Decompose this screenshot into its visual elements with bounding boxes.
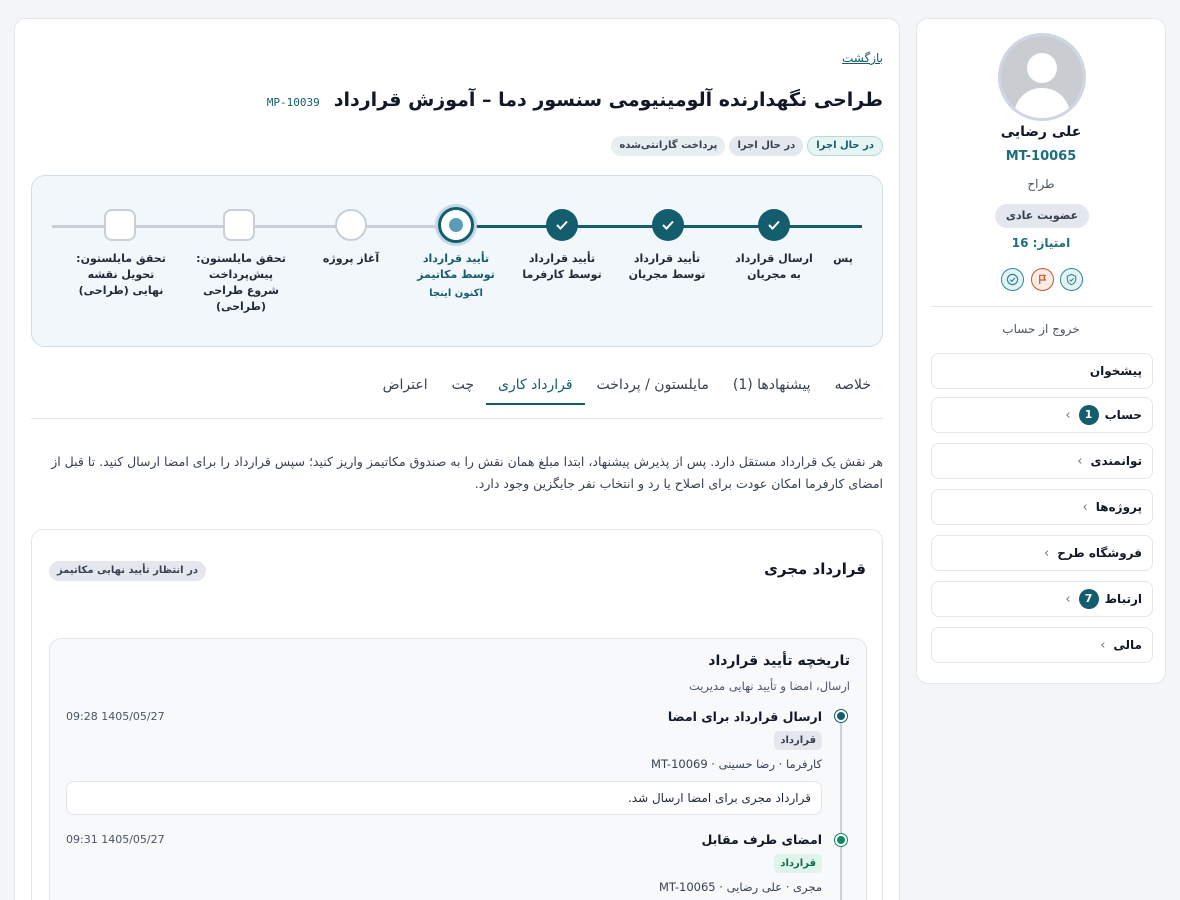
membership-badge: عضویت عادی [995,204,1089,228]
history-subtitle: ارسال، امضا و تأیید نهایی مدیریت [688,679,850,693]
achievement-badges [1001,268,1083,292]
step-pending-icon [335,209,367,241]
chevron-left-icon: › [1100,637,1106,653]
timeline-dot [835,834,847,846]
notification-count: 7 [1079,589,1099,609]
sidebar-item-label: مالی [1113,638,1142,652]
history-title: تاریخچه تأیید قرارداد [708,653,850,669]
event-title: ارسال قرارداد برای امضا [667,709,822,724]
event-time: 09:28 1405/05/27 [66,710,165,723]
tab-proposals[interactable]: پیشنهادها (1) [732,377,811,393]
event-title: امضای طرف مقابل [701,832,822,847]
shield-badge-icon[interactable] [1060,268,1083,291]
step-label: تحقق مایلستون: تحویل نقشه نهایی (طراحی) [76,252,166,297]
avatar-placeholder-icon [1001,36,1083,118]
step-done-icon [758,209,790,241]
sidebar-item-label: فروشگاه طرح [1057,546,1142,560]
step-label: تأیید قرارداد توسط کارفرما [522,252,602,281]
user-score: امتیاز: 16 [1011,236,1071,250]
progress-stepper [31,175,883,347]
contract-description: هر نقش یک قرارداد مستقل دارد. پس از پذیرش پیشنهاد، ابتدا مبلغ همان نقش را به صندوق مکاتیمز واریز کنید؛ سپس قرارداد را برای امضا ارسال کنید. تا قبل از امضای کارفرما امکان عودت برای اصلاح یا رد و انتخاب نفر جایگزین وجود دارد. [51,454,883,491]
status-tags [611,136,883,156]
step-label: تأیید قرارداد توسط مجریان [628,252,706,281]
step-label: تحقق مایلستون: پیش‌پرداخت شروع طراحی (طراحی) [196,252,286,313]
sidebar-item-label: پروژه‌ها [1095,500,1142,514]
step-current-icon [438,207,474,243]
sidebar [916,18,1166,684]
sidebar-item-capability[interactable] [931,443,1153,479]
sidebar-item-label: ارتباط [1104,592,1142,606]
step-label-current: تأیید قرارداد توسط مکاتیمز [417,252,495,281]
step-label: ارسال قرارداد به مجریان [735,252,813,281]
contract-card [31,529,883,900]
tab-milestones[interactable]: مایلستون / پرداخت [596,377,709,393]
stepper-track-done [434,225,862,228]
status-badge: در حال اجرا [807,136,883,156]
chevron-left-icon: › [1065,591,1071,607]
user-name: علی رضایی [1000,124,1082,140]
contract-status-badge: در انتظار تأیید نهایی مکاتیمز [49,561,206,581]
step-label: آغاز پروژه [322,252,380,265]
sidebar-item-design-store[interactable] [931,535,1153,571]
sidebar-item-finance[interactable] [931,627,1153,663]
tab-bar [31,365,883,419]
page-title: طراحی نگهدارنده آلومینیومی سنسور دما – آموزش قرارداد [333,89,883,111]
event-tag: قرارداد [774,854,822,873]
sidebar-item-label: توانمندی [1090,454,1142,468]
event-time: 09:31 1405/05/27 [66,833,165,846]
tab-contract[interactable]: قرارداد کاری [486,365,585,405]
user-avatar[interactable] [998,33,1086,121]
step-pending-icon [223,209,255,241]
tab-summary[interactable]: خلاصه [834,377,871,393]
page-header [267,89,883,111]
notification-count: 1 [1079,405,1099,425]
chevron-left-icon: › [1077,453,1083,469]
step-done-icon [652,209,684,241]
step-pending-icon [104,209,136,241]
sidebar-item-projects[interactable] [931,489,1153,525]
verified-badge-icon[interactable] [1001,268,1024,291]
event-message: قرارداد مجری برای امضا ارسال شد. [66,781,822,815]
flag-badge-icon[interactable] [1031,268,1054,291]
sidebar-item-label: پیشخوان [1089,364,1142,378]
chevron-left-icon: › [1065,407,1071,423]
status-badge: در حال اجرا [729,136,803,156]
approval-history [49,638,867,900]
main-panel [14,18,900,900]
step-label: پس [833,252,853,265]
user-role: طراح [1027,177,1055,191]
timeline-dot [835,710,847,722]
sidebar-item-communication[interactable] [931,581,1153,617]
step-done-icon [546,209,578,241]
event-tag: قرارداد [774,731,822,750]
sidebar-item-account[interactable] [931,397,1153,433]
project-code: MP-10039 [266,95,320,109]
sidebar-item-dashboard[interactable] [931,353,1153,389]
step-current-note: اکنون اینجا [429,288,483,299]
timeline-line [840,717,842,900]
back-link[interactable]: بازگشت [842,51,883,65]
user-id: MT-10065 [1005,149,1077,164]
tab-dispute[interactable]: اعتراض [382,377,428,393]
payment-badge: پرداخت گارانتی‌شده [611,136,725,156]
sidebar-divider [931,306,1153,307]
logout-link[interactable]: خروج از حساب [1002,322,1080,336]
chevron-left-icon: › [1082,499,1088,515]
event-meta: کارفرما · رضا حسینی · MT-10069 [651,757,822,771]
tab-chat[interactable]: چت [451,377,475,393]
contract-title: قرارداد مجری [764,560,866,578]
chevron-left-icon: › [1044,545,1050,561]
sidebar-item-label: حساب [1104,408,1142,422]
event-meta: مجری · علی رضایی · MT-10065 [658,880,822,894]
